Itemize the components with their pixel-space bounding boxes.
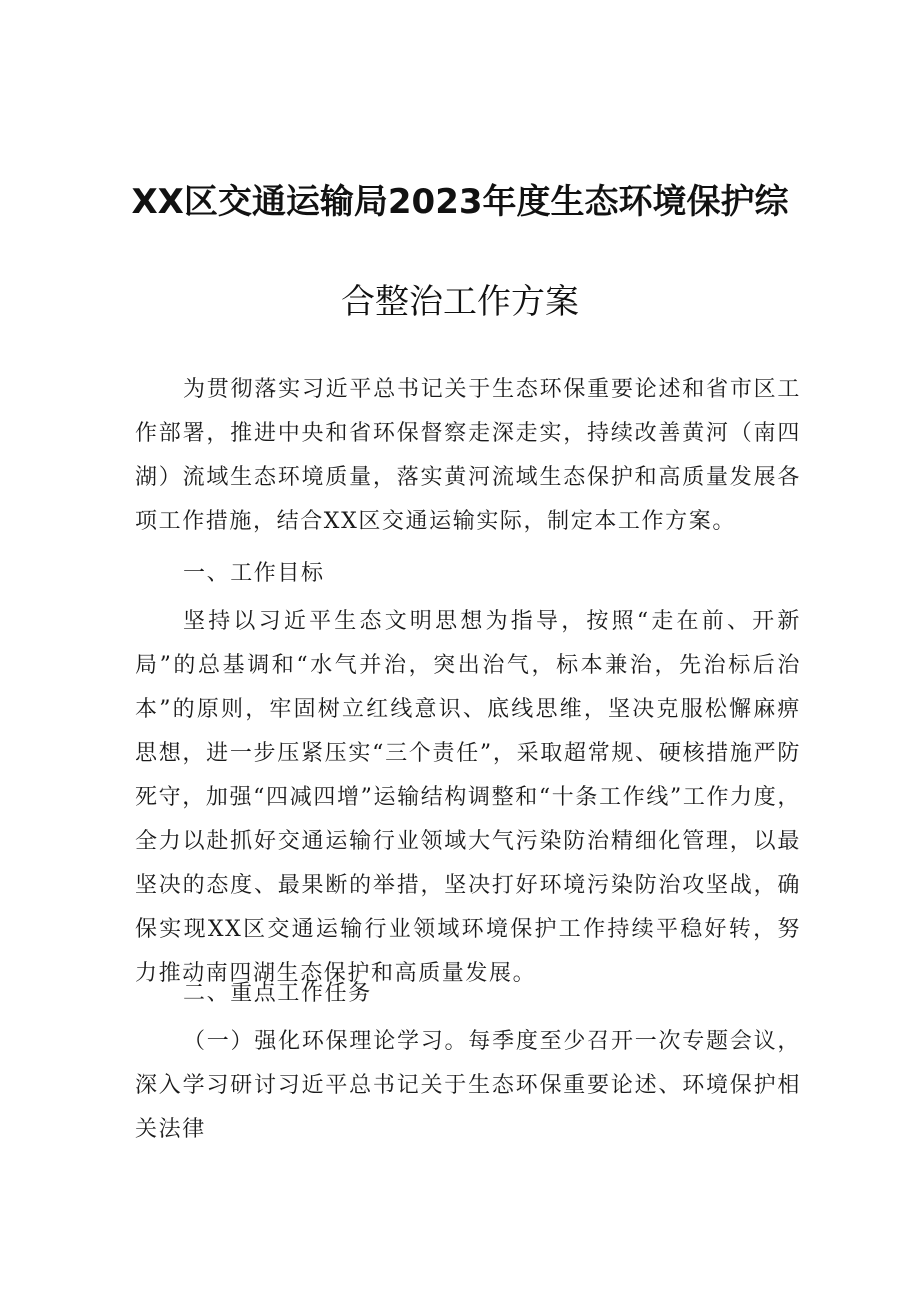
section-1-paragraph: 坚持以习近平生态文明思想为指导，按照“走在前、开新局”的总基调和“水气并治，突出治气，标本兼治，先治标后治本”的原则，牢固树立红线意识、底线思维，坚决克服松懈麻痹思想，进一步压紧压实“三个责任”，采取超常规、硬核措施严防死守，加强“四减四增”运输结构调整和“十条工作线”工作力度，全力以赴抓好交通运输行业领域大气污染防治精细化管理，以最坚决的态度、最果断的举措，坚决打好环境污染防治攻坚战，确保实现XX区交通运输行业领域环境保护工作持续平稳好转，努力推动南四湖生态保护和高质量发展。 bbox=[135, 609, 801, 986]
document-title-line-1: XX区交通运输局2023年度生态环境保护综 bbox=[131, 182, 789, 222]
section-2-item-1: （一）强化环保理论学习。每季度至少召开一次专题会议，深入学习研讨习近平总书记关于生态环保重要论述、环境保护相关法律 bbox=[135, 1029, 801, 1142]
section-2-heading: 二、重点工作任务 bbox=[183, 981, 372, 1006]
document-title-line-2: 合整治工作方案 bbox=[341, 282, 579, 322]
section-1-heading: 一、工作目标 bbox=[183, 561, 325, 586]
intro-paragraph: 为贯彻落实习近平总书记关于生态环保重要论述和省市区工作部署，推进中央和省环保督察走深走实，持续改善黄河（南四湖）流域生态环境质量，落实黄河流域生态保护和高质量发展各项工作措施，结合XX区交通运输实际，制定本工作方案。 bbox=[135, 377, 801, 534]
